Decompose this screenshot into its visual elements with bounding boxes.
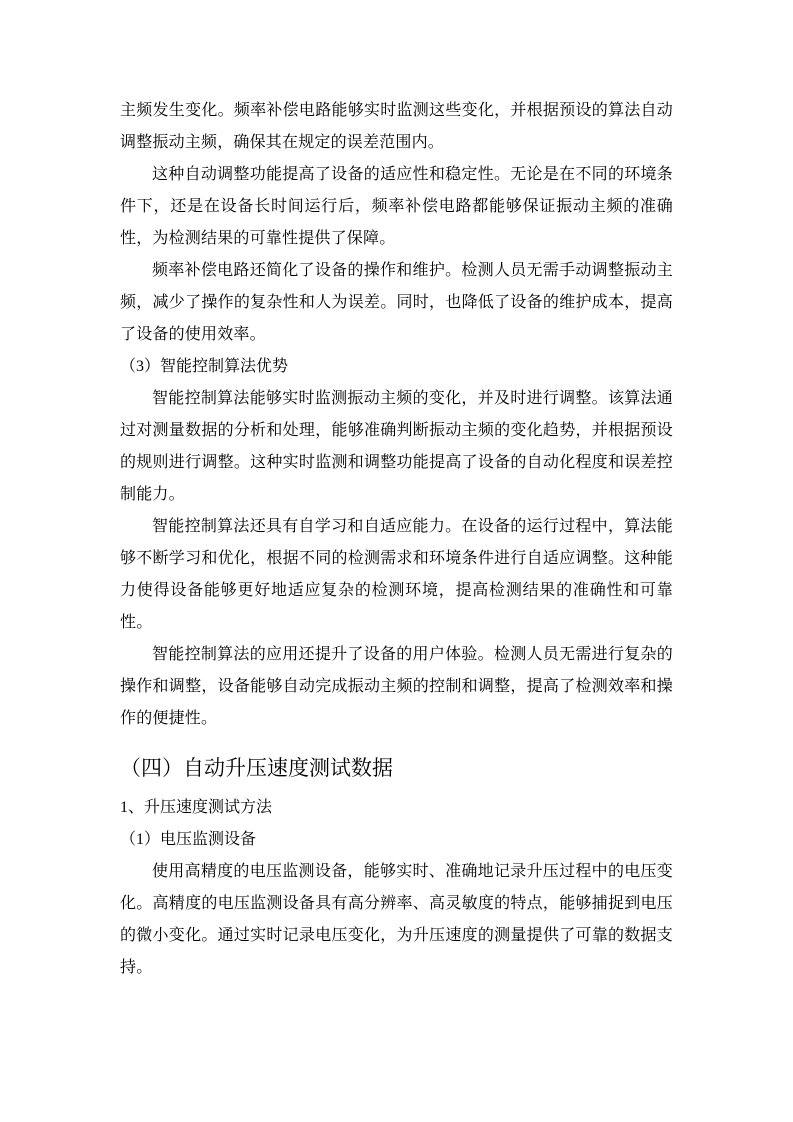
paragraph-algorithm-monitor: 智能控制算法能够实时监测振动主频的变化，并及时进行调整。该算法通过对测量数据的分析和处理，能够准确判断振动主频的变化趋势，并根据预设的规则进行调整。这种实时监测和调整功能提高了设备的自动化程度和误差控制能力。 <box>120 390 673 503</box>
paragraph-algorithm-learning: 智能控制算法还具有自学习和自适应能力。在设备的运行过程中，算法能够不断学习和优化，根据不同的检测需求和环境条件进行自适应调整。这种能力使得设备能够更好地适应复杂的检测环境，提高检测结果的准确性和可靠性。 <box>120 518 673 631</box>
heading-section-four: （四）自动升压速度测试数据 <box>120 756 393 780</box>
paragraph-auto-adjust: 这种自动调整功能提高了设备的适应性和稳定性。无论是在不同的环境条件下，还是在设备长时间运行后，频率补偿电路都能够保证振动主频的准确性，为检测结果的可靠性提供了保障。 <box>120 166 673 247</box>
heading-smart-algorithm: （3）智能控制算法优势 <box>120 358 289 375</box>
paragraph-voltage-monitor: 使用高精度的电压监测设备，能够实时、准确地记录升压过程中的电压变化。高精度的电压监测设备具有高分辨率、高灵敏度的特点，能够捕捉到电压的微小变化。通过实时记录电压变化，为升压速度的测量提供了可靠的数据支持。 <box>120 863 673 976</box>
heading-voltage-device: （1）电压监测设备 <box>120 831 257 848</box>
paragraph-simplify-maintenance: 频率补偿电路还简化了设备的操作和维护。检测人员无需手动调整振动主频，减少了操作的复杂性和人为误差。同时，也降低了设备的维护成本，提高了设备的使用效率。 <box>120 262 673 343</box>
paragraph-continuation: 主频发生变化。频率补偿电路能够实时监测这些变化，并根据预设的算法自动调整振动主频，确保其在规定的误差范围内。 <box>120 102 673 151</box>
paragraph-algorithm-ux: 智能控制算法的应用还提升了设备的用户体验。检测人员无需进行复杂的操作和调整，设备能够自动完成振动主频的控制和调整，提高了检测效率和操作的便捷性。 <box>120 646 673 727</box>
heading-boost-method: 1、升压速度测试方法 <box>120 799 273 816</box>
